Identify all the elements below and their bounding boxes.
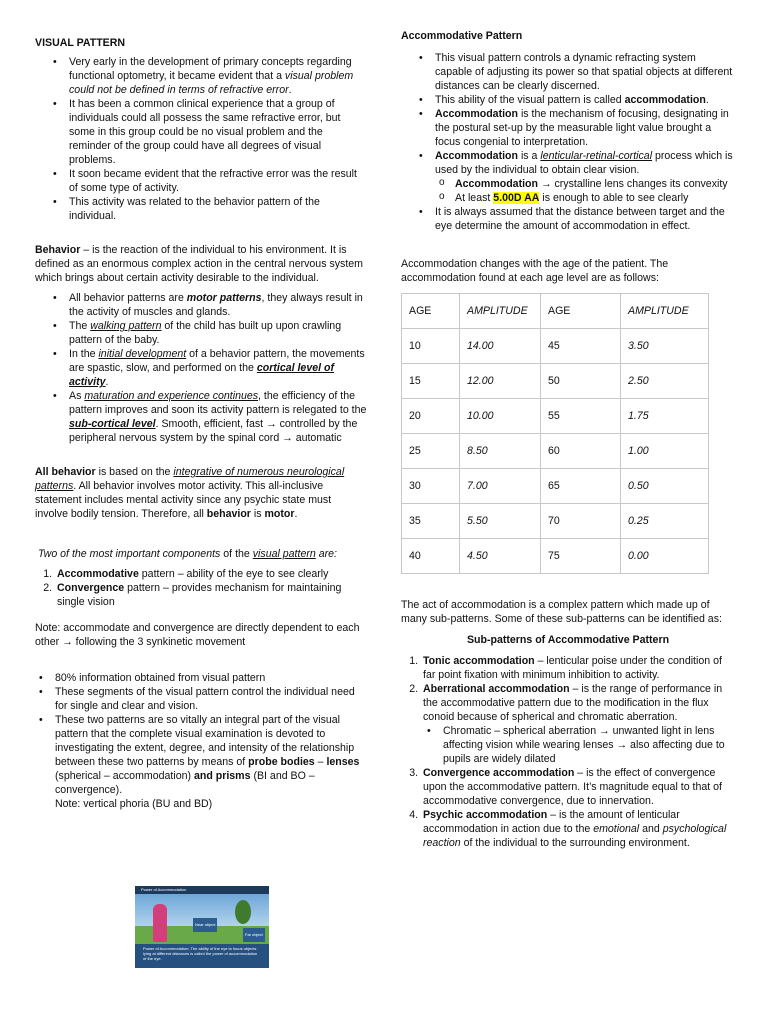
- table-header: AGE: [541, 294, 621, 329]
- power-of-accommodation-image: Power of Accommodation Near object Far object Power of Accommodation: The ability of the eye to focus objects lying at different distances is called the power of accommodation of the eye.: [135, 886, 269, 968]
- list-item: • In the initial development of a behavior pattern, the movements are spastic, slow, and performed on the cortical level of activity.: [69, 347, 367, 389]
- all-behavior-paragraph: All behavior is based on the integrative of numerous neurological patterns. All behavior involves motor activity. This all-inclusive statement includes mental activity since any psychic state must involve bodily tension. Therefore, all behavior is motor.: [35, 466, 345, 520]
- components-intro: Two of the most important components of the visual pattern are:: [38, 548, 337, 560]
- table-header: AGE: [402, 294, 460, 329]
- behavior-list: [35, 291, 367, 445]
- components-list: [35, 567, 367, 609]
- list-item: • These two patterns are so vitally an integral part of the visual pattern that the complete visual examination is devoted to investigating the extent, degree, and intensity of the relationship between these two patterns by means of probe bodies – lenses (spherical – accommodation) and prisms (BI and BO – convergence). Note: vertical phoria (BU and BD): [55, 713, 367, 811]
- table-row: 35 5.50 70 0.25: [402, 504, 709, 539]
- sub-list: [423, 724, 735, 766]
- list-item: 4. Psychic accommodation – is the amount of lenticular accommodation in action due to the emotional and psychological reaction of the individual to the surrounding environment.: [421, 808, 735, 850]
- right-column: [401, 29, 735, 850]
- list-item: 2. Aberrational accommodation – is the range of performance in the accommodative pattern due to the modification in the flux conoid because of spherical and chromatic aberration. • Chromatic – spherical aberration → unwanted light in lens affecting vision while wearing lenses → also affecting due to pupils are widely dilated: [421, 682, 735, 766]
- image-caption: Power of Accommodation: The ability of the eye to focus objects lying at different distances is called the power of accommodation of the eye.: [143, 946, 258, 961]
- list-item: • It has been a common clinical experience that a group of individuals could all possess the same refractive error, but some in this group could be no visual problem and the reminder of the group could have all degrees of visual problems.: [69, 97, 367, 167]
- person-icon: [153, 904, 167, 942]
- table-row: 40 4.50 75 0.00: [402, 539, 709, 574]
- age-intro: Accommodation changes with the age of the patient. The accommodation found at each age level are as follows:: [401, 258, 669, 284]
- final-list: [35, 671, 367, 811]
- accommodation-age-table: [401, 293, 709, 574]
- sub-list: [435, 177, 735, 205]
- list-item: • This visual pattern controls a dynamic refracting system capable of adjusting its power so that spatial objects at different distances can be clearly discerned.: [435, 51, 735, 93]
- table-row: 15 12.00 50 2.50: [402, 364, 709, 399]
- behavior-definition: Behavior – is the reaction of the individual to his environment. It is defined as an enormous complex action in the central nervous system which brings about certain activity desirable to the individual.: [35, 244, 363, 284]
- list-item: • Very early in the development of primary concepts regarding functional optometry, it became evident that a visual problem could not be defined in terms of refractive error.: [69, 55, 367, 97]
- table-row: 20 10.00 55 1.75: [402, 399, 709, 434]
- list-item: o At least 5.00D AA is enough to able to see clearly: [455, 191, 735, 205]
- list-item: • This activity was related to the behavior pattern of the individual.: [69, 195, 367, 223]
- section-title-visual-pattern: VISUAL PATTERN: [35, 37, 126, 49]
- list-item: • This ability of the visual pattern is called accommodation.: [435, 93, 735, 107]
- list-item: • The walking pattern of the child has built up upon crawling pattern of the baby.: [69, 319, 367, 347]
- note-paragraph: Note: accommodate and convergence are directly dependent to each other → following the 3 synkinetic movement: [35, 622, 360, 648]
- table-row: 30 7.00 65 0.50: [402, 469, 709, 504]
- list-item: 3. Convergence accommodation – is the effect of convergence upon the accommodative pattern. It’s magnitude equal to that of accommodative convergence, due to innervation.: [421, 766, 735, 808]
- list-item: • It is always assumed that the distance between target and the eye determine the amount of accommodation in effect.: [435, 205, 735, 233]
- list-item: • Accommodation is the mechanism of focusing, designating in the postural set-up by the measurable light value brought a focus congenial to interpretation.: [435, 107, 735, 149]
- left-column: [35, 36, 367, 811]
- list-item: • It soon became evident that the refractive error was the result of some type of activity.: [69, 167, 367, 195]
- list-item: • All behavior patterns are motor patterns, they always result in the activity of muscles and glands.: [69, 291, 367, 319]
- intro-list: [35, 55, 367, 223]
- act-paragraph: The act of accommodation is a complex pattern which made up of many sub-patterns. Some of these sub-patterns can be identified as:: [401, 599, 722, 625]
- list-item: 1. Accommodative pattern – ability of the eye to see clearly: [55, 567, 367, 581]
- section-title-accommodative-pattern: Accommodative Pattern: [401, 30, 523, 42]
- table-header: AMPLITUDE: [460, 294, 541, 329]
- list-item: o Accommodation → crystalline lens changes its convexity: [455, 177, 735, 191]
- tree-icon: [235, 900, 251, 924]
- list-item: 1. Tonic accommodation – lenticular poise under the condition of far point fixation with minimum inhibition to activity.: [421, 654, 735, 682]
- sub-patterns-title: Sub-patterns of Accommodative Pattern: [466, 634, 670, 646]
- list-item: • As maturation and experience continues, the efficiency of the pattern improves and soon its activity pattern is relegated to the sub-cortical level. Smooth, efficient, fast → controlled by the peripheral nervous system by the spinal cord → automatic: [69, 389, 367, 445]
- table-row: 25 8.50 60 1.00: [402, 434, 709, 469]
- image-header: Power of Accommodation: [135, 886, 269, 894]
- sub-patterns-list: [401, 654, 735, 850]
- list-item: • These segments of the visual pattern control the individual need for single and clear and vision.: [55, 685, 367, 713]
- list-item: • Chromatic – spherical aberration → unwanted light in lens affecting vision while wearing lenses → also affecting due to pupils are widely dilated: [443, 724, 735, 766]
- table-header-row: [402, 294, 709, 329]
- list-item: • 80% information obtained from visual pattern: [55, 671, 367, 685]
- list-item: • Accommodation is a lenticular-retinal-cortical process which is used by the individual to obtain clear vision. o Accommodation → crystalline lens changes its convexity o At least 5.00D AA is enough to able to see clearly: [435, 149, 735, 205]
- accommodative-list: [401, 51, 735, 233]
- list-item: 2. Convergence pattern – provides mechanism for maintaining single vision: [55, 581, 367, 609]
- table-header: AMPLITUDE: [621, 294, 709, 329]
- table-row: 10 14.00 45 3.50: [402, 329, 709, 364]
